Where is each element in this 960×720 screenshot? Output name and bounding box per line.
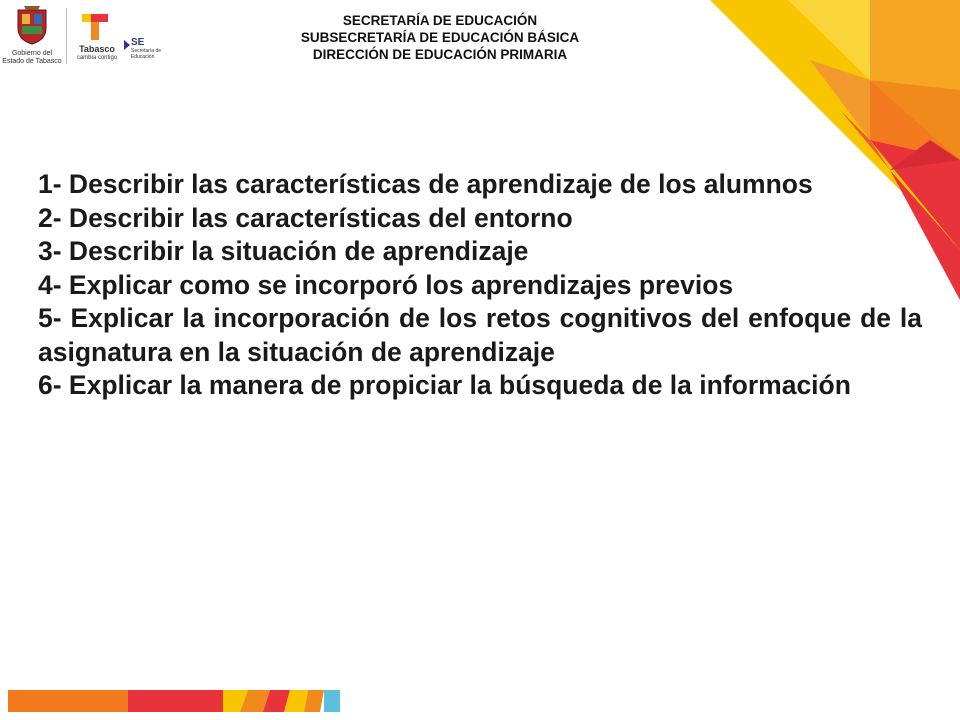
list-item: 5- Explicar la incorporación de los retos cognitivos del enfoque de la asignatura en la situación de aprendizaje (38, 303, 922, 367)
header-line-1: SECRETARÍA DE EDUCACIÓN (342, 13, 538, 28)
list-item: 1- Describir las características de aprendizaje de los alumnos (38, 169, 813, 199)
header-line-2: SUBSECRETARÍA DE EDUCACIÓN BÁSICA (300, 30, 580, 45)
header-line-3: DIRECCIÓN DE EDUCACIÓN PRIMARIA (312, 47, 568, 62)
logo-divider (66, 8, 67, 64)
coat-of-arms-icon (14, 4, 50, 46)
header-titles (230, 12, 650, 63)
activity-list (38, 168, 922, 403)
list-item: 3- Describir la situación de aprendizaje (38, 236, 529, 266)
se-arrow-icon (124, 40, 130, 50)
tabasco-logo-icon (80, 12, 110, 42)
footer-color-bar (8, 690, 340, 712)
list-item: 6- Explicar la manera de propiciar la búsqueda de la información (38, 370, 851, 400)
list-item: 2- Describir las características del entorno (38, 202, 573, 233)
list-item: 4- Explicar como se incorporó los aprendizajes previos (38, 269, 734, 300)
gobierno-label: Gobierno del Estado de Tabasco (2, 50, 62, 65)
logo-group (0, 0, 170, 72)
se-label: SE Secretaría de Educación (131, 37, 162, 60)
tabasco-label: Tabasco cambia contigo (76, 44, 118, 61)
